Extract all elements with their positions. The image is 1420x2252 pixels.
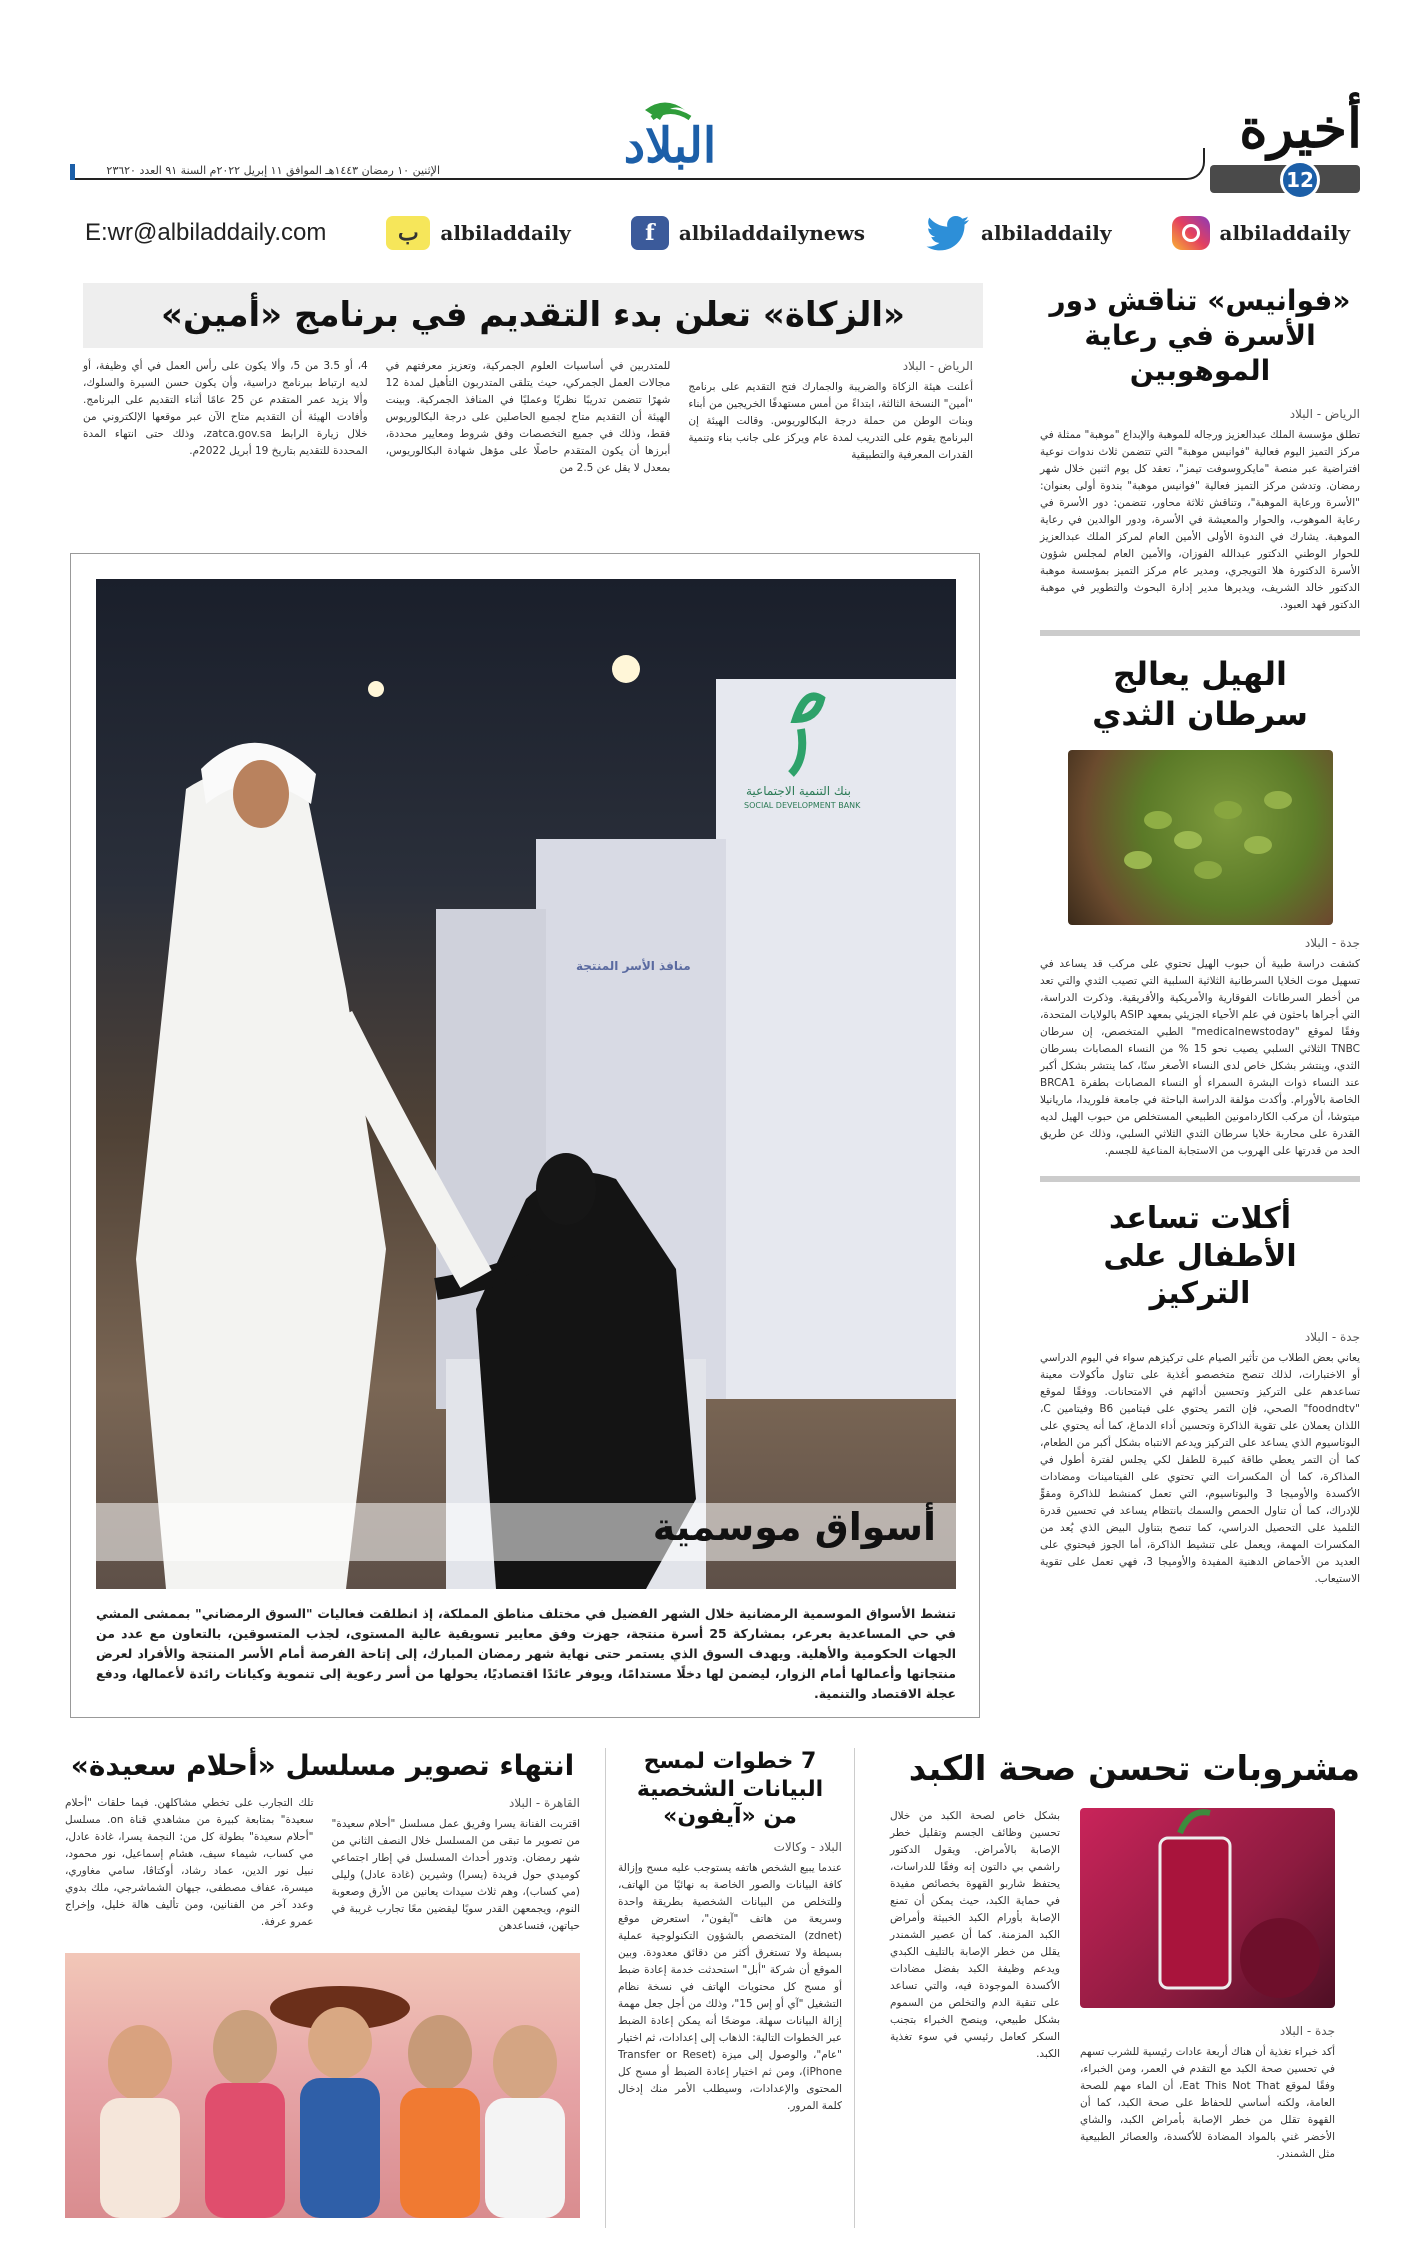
- woman-niqab: [536, 1153, 596, 1225]
- drama-byline: القاهرة - البلاد: [508, 1796, 580, 1810]
- photo-caption-title: أسواق موسمية: [652, 1504, 936, 1549]
- beet-image: [1080, 1808, 1335, 2008]
- man-face: [233, 760, 289, 828]
- cardamom-text: كشفت دراسة طبية أن حبوب الهيل تحتوي على مركب قد يساعد في تسهيل موت الخلايا السرطانية الثلاثية السلبية التي تصيب الثدي والتي تعد من أخطر السرطانات الفوقارية والأمريكية والأفريقية. وذكرت الدراسة، التي أجراها باحثون في علم الأحياء الجزيئي بمعهد ASIP بالولايات المتحدة، وفقًا لموقع "medicalnewstoday" الطبي المتخصص، إن سرطان TNBC الثلاثي السلبي يصيب نحو 15 % من النساء المصابات بسرطان الثدي، وينتشر بشكل خاص لدى النساء الأصغر سنًا، كما ينتشر بشكل أكبر عند النساء ذوات البشرة السمراء أو النساء المصابات بطفرة BRCA1 الخاصة بالأورام. وأكدت مؤلفة الدراسة الباحثة في جامعة فلوريدا، ماريانيلا ميتوشا، أن مركب الكاردامونين الطبيعي المستخلص من حبوب الهيل لديه القدرة على محاربة خلايا سرطان الثدي الثلاثي السلبي، وذلك عن طريق الحد من قدرتها على الهروب من الاستجابة المناعية للجسم.: [1040, 958, 1360, 1157]
- liver-article: [890, 1748, 1360, 2228]
- zakat-article: [65, 283, 985, 533]
- snacks-byline: جدة - البلاد: [1304, 1329, 1360, 1344]
- drama-col-left: تلك التجارب على تخطي مشاكلهن. فيما حلقات "أحلام سعيدة" بمتابعة كبيرة من مشاهدي قناة on. مسلسل "أحلام سعيدة" بطولة كل من: النجمة يسرا، غادة عادل، مي كساب، شيماء سيف، هشام إسماعيل، نور محمود، نبيل نور الدين، عماد رشاد، أوكتاڤا، سامي مغاوري، ميسرة، عفاف مصطفى، جيهان الشماشرجي، ملك بدوي وعدد آخر من الفنانين، ومن تأليف هالة خليل، وإخراج عمرو عرفة.: [65, 1797, 314, 1928]
- beet-juice-icon: [1080, 1808, 1335, 2008]
- iphone-byline: البلاد - وكالات: [773, 1839, 842, 1854]
- liver-body-left: [890, 1808, 1060, 2065]
- market-photo: [96, 579, 956, 1589]
- liver-title: مشروبات تحسن صحة الكبد: [908, 1749, 1360, 1789]
- iphone-article: [605, 1748, 855, 2228]
- liver-text-right: أكد خبراء تغذية أن هناك أربعة عادات رئيسية للشرب تسهم في تحسين صحة الكبد مع التقدم في العمر، ومن الخبراء، وفقًا لموقع Eat This Not That، أن الماء مهم للصحة العامة، ولكنه أساسي للحفاظ على صحة الكبد، كما أن القهوة تقلل من خطر الإصابة بأمراض الكبد، والشاي الأخضر غني بالمواد المضادة للأكسدة، والعصائر الطبيعية مثل الشمندر.: [1080, 2046, 1336, 2160]
- dateline-rule: [70, 178, 1180, 180]
- bank-sign-en: SOCIAL DEVELOPMENT BANK: [744, 801, 861, 810]
- dateline-curve: [1175, 148, 1205, 180]
- snacks-text: يعاني بعض الطلاب من تأثير الصيام على تركيزهم سواء في اليوم الدراسي أو الاختبارات، لذلك تنصح متخصصو أغذية على تناول مأكولات معينة تساعدهم على التركيز وتحسين أدائهم في الامتحانات. ووفقًا لموقع "foodndtv" الصحي، فإن التمر يحتوي على فيتامين B6 وفيتامين C، اللذان يعملان على تقوية الذاكرة وتحسين أداء الدماغ، كما أنه يحتوي على البوتاسيوم الذي يساعد على التركيز ويدعم الانتباه بشكل أكبر من الطعام، كما أن التمر يعطي طاقة كبيرة للطفل لكي يجلس لفترة أطول في المذاكرة، كما أن المكسرات التي تحتوي على الفيتامينات ومضادات الأكسدة والأوميجا 3 والبوتاسيوم، التي تعمل كمنشط للذاكرة ومقوٍّ للإدراك، كما أن تناول الحمص والسمك بانتظام يساعد في تحسين قدرة التلميذ على التحصيل الدراسي، كما تنصح بتناول البيض الذي يُعد من المكسرات المهمة، ويعمل على تنشيط الذاكرة، أما الجوز فيحتوي على العديد من الأحماض الدهنية المفيدة والأوميجا 3، فهي تعمل على تقوية الاستيعاب.: [1040, 1351, 1360, 1585]
- page-number-badge: [1280, 160, 1320, 200]
- fawanees-body: [1040, 406, 1360, 614]
- photo-frame: [70, 553, 980, 1718]
- page-number: 12: [1286, 168, 1314, 192]
- photo-caption-text: تنشط الأسواق الموسمية الرمضانية خلال الشهر الفضيل في مختلف مناطق المملكة، إذ انطلقت فعاليات "السوق الرمضاني" بممشى المشي في حي المساعدية بعرعر، بمشاركة 25 أسرة منتجة، جهزت وفق معايير تسويقية عالية المستوى، لجذب المتسوقين، بالتعاون مع عدد من الجهات الحكومية والأهلية. ويهدف السوق الذي يستمر حتى نهاية شهر رمضان المبارك، إلى إتاحة الفرصة أمام الأسر المنتجة والأفراد لعرض منتجاتها وأعمالها أمام الزوار، ليضمن لها دخلًا مستدامًا، ويوفر عائدًا اقتصاديًا، يحولها من أسر رعوية إلى تنموية وكيانات رائدة لأعمالها، ودفع عجلة الاقتصاد والتنمية.: [96, 1606, 956, 1701]
- cardamom-pods-icon: [1068, 750, 1333, 925]
- fawanees-title: «فوانيس» تناقش دور الأسرة في رعاية الموهوبين: [1049, 284, 1351, 387]
- fawanees-text: تطلق مؤسسة الملك عبدالعزيز ورجاله للموهبة والإبداع "موهبة" ممثلة في مركز التميز اليوم فعالية "فوانيس موهبة" التي تتضمن ثلاث ندوات نوعية افتراضية عبر منصة "مايكروسوفت تيمز"، تعقد كل يوم اثنين خلال شهر رمضان. وتدشن مركز التميز فعالية "فوانيس موهبة" بندوة أولى بعنوان: "الأسرة ورعاية الموهبة"، وتناقش ثلاثة محاور، تتضمن: دور الأسرة في رعاية الموهوب، والحوار والمعيشة في الأسرة، ودور الوالدين في رعاية الموهبة. يشارك في الندوة الأولى الأمين العام لمركز الملك عبدالعزيز للحوار الوطني الدكتور عبدالله الفوزان، والأمين العام لمجلس شؤون الأسرة الدكتورة هلا التويجري، ومدير عام مركز التميز بمؤسسة موهبة الدكتور خالد الشريف، ويديرها مدير إدارة البحوث والتطوير في موهبة الدكتور فهد العبود.: [1040, 429, 1360, 611]
- cardamom-byline: جدة - البلاد: [1304, 936, 1360, 950]
- drama-article: [65, 1748, 580, 2228]
- twitter-icon: [925, 215, 971, 251]
- zakat-col3: 4، أو 3.5 من 5، وألا يكون على رأس العمل في أي وظيفة، أو لديه ارتباط ببرنامج دراسية، وأن يكون حسن السيرة والسلوك، وألا يزيد عمر المتقدم عن 25 عامًا أثناء التقديم على البرنامج. وأفادت الهيئة أن التقديم متاح الآن عبر موقعها الإلكتروني من خلال زيارة الرابط zatca.gov.sa، وذلك حتى انتهاء المدة المحددة للتقديم بتاريخ 19 أبريل 2022م.: [82, 360, 368, 457]
- snacks-body: [1040, 1329, 1360, 1588]
- cardamom-title: الهيل يعالج سرطان الثدي: [1092, 655, 1308, 733]
- masthead: [0, 0, 1420, 260]
- bank-sign: بنك التنمية الاجتماعية: [746, 784, 851, 798]
- dateline: الإثنين ١٠ رمضان ١٤٤٣هـ الموافق ١١ إبريل ٢٠٢٢م السنة ٩١ العدد ٢٣٦٢٠: [106, 164, 440, 177]
- dateline-accent: [70, 164, 75, 180]
- logo: [590, 90, 750, 190]
- iphone-body: [618, 1839, 842, 2115]
- liver-byline: جدة - البلاد: [1279, 2024, 1335, 2038]
- social-twitter[interactable]: albiladdaily: [925, 215, 1111, 251]
- divider: [1040, 1176, 1360, 1182]
- snapchat-icon: ب: [386, 216, 430, 250]
- social-snapchat[interactable]: ب albiladdaily: [386, 216, 570, 250]
- drama-title: انتهاء تصوير مسلسل «أحلام سعيدة»: [70, 1749, 575, 1782]
- booth-sign: منافذ الأسر المنتجة: [576, 959, 691, 973]
- drama-poster: [65, 1953, 580, 2218]
- zakat-title: «الزكاة» تعلن بدء التقديم في برنامج «أمين»: [161, 295, 905, 336]
- man-thobe: [136, 769, 386, 1589]
- market-scene: [96, 579, 956, 1589]
- drama-col-right: اقتربت الفنانة يسرا وفريق عمل مسلسل "أحلام سعيدة" من تصوير ما تبقى من المسلسل خلال النصف الثاني من شهر رمضان. وتدور أحداث المسلسل في إطار اجتماعي كوميدي حول فريدة (يسرا) وشيرين (غادة عادل) وليلى (مي كساب)، وهم ثلاث سيدات يعانين من الأرق وصعوبة النوم، ويجمعهن القدر سويًا ليقضين معًا تجارب غريبة في حياتهن، فتساعدهن: [331, 1818, 580, 1932]
- zakat-col1: أعلنت هيئة الزكاة والضريبة والجمارك فتح التقديم على برنامج "أمين" النسخة الثالثة، ابتداءً من أمس مستهدفًا الخريجين من أبناء وبنات الوطن من حملة درجة البكالوريوس. وقالت الهيئة إن البرنامج يقوم على التدريب لمدة عام ويركز على جانب بناء وتنمية القدرات المعرفية والتطبيقية: [688, 381, 973, 461]
- fawanees-byline: الرياض - البلاد: [1289, 407, 1360, 421]
- instagram-icon: [1172, 216, 1210, 250]
- facebook-icon: f: [631, 216, 669, 250]
- lamp-icon: [368, 681, 384, 697]
- divider: [1040, 630, 1360, 636]
- drama-body: [65, 1795, 580, 1937]
- email-address[interactable]: E:wr@albiladdaily.com: [85, 219, 327, 246]
- logo-text: البلاد: [623, 118, 717, 174]
- liver-body-right: [1080, 2023, 1335, 2165]
- social-facebook[interactable]: f albiladdailynews: [631, 216, 865, 250]
- zakat-body: [83, 358, 973, 479]
- section-title: أخيرة: [1239, 96, 1362, 160]
- cardamom-body: [1040, 935, 1360, 1160]
- lamp-icon: [612, 655, 640, 683]
- zakat-title-box: [83, 283, 983, 348]
- iphone-text: عندما يبيع الشخص هاتفه يستوجب عليه مسح وإزالة كافة البيانات والصور الخاصة به نهائيًا من الهاتف، وللتخلص من البيانات الشخصية بطريقة واحدة وسريعة من هاتف "آيفون"، استعرض موقع (zdnet) المتخصص بالشؤون التكنولوجية عملية بسيطة ولا تستغرق أكثر من دقائق معدودة. وبين الموقع أن شركة "أبل" استحدثت خدمة إعادة ضبط أو مسح كل محتويات الهاتف في نسخة نظام التشغيل "آي أو إس 15"، وذلك من أجل جعل مهمة إزالة البيانات سهلة. موضحًا أنه يمكن إعادة الضبط عبر الخطوات التالية: الذهاب إلى إعدادات، ثم اختيار "عام"، والوصول إلى ميزة (Transfer or Reset iPhone)، ومن ثم اختيار إعادة الضبط أو مسح كل المحتوى والإعدادات، وسيطلب الأمر منك إدخال كلمة المرور.: [618, 1861, 843, 2112]
- snacks-title: أكلات تساعد الأطفال على التركيز: [1103, 1201, 1297, 1311]
- social-bar: [85, 213, 1350, 253]
- cardamom-image: [1068, 750, 1333, 925]
- zakat-col2: للمتدربين في أساسيات العلوم الجمركية، وتعزيز معرفتهم في مجالات العمل الجمركي، حيث يتلقى المتدربون التأهيل لمدة 12 شهرًا تتضمن تدريبًا نظريًا وعمليًا في المنافذ الجمركية. وبينت الهيئة أن التقديم متاح لجميع الحاصلين على درجة البكالوريوس فقط، وذلك في جميع التخصصات وفق شروط ومعايير محددة، أبرزها أن يكون المتقدم حاصلًا على مؤهل شهادة البكالوريوس، بمعدل لا يقل عن 2.5 من: [385, 360, 671, 474]
- iphone-title: 7 خطوات لمسح البيانات الشخصية من «آيفون»: [636, 1749, 824, 1829]
- zakat-byline: الرياض - البلاد: [902, 359, 973, 373]
- drama-cast-icon: [65, 1953, 580, 2218]
- right-column: [1040, 283, 1360, 1763]
- social-instagram[interactable]: albiladdaily: [1172, 216, 1350, 250]
- liver-text-left: بشكل خاص لصحة الكبد من خلال تحسين وظائف الجسم وتقليل خطر الإصابة بالأمراض. ويقول الدكتور راشمي بي دالتون إنه وفقًا للدراسات، يحتفظ شاربو القهوة بخصائص مفيدة في حماية الكبد، حيث يمكن أن تمنع الإصابة بأورام الكبد الخبيثة وأمراض الكبد المزمنة. كما أن عصير الشمندر يقلل من خطر الإصابة بالتليف الكبدي ويدعم وظيفة الكبد بفضل مضادات الأكسدة الموجودة فيه، والتي تساعد على تنقية الدم والتخلص من السموم بشكل طبيعي، وينصح الخبراء بتجنب السكر كعامل رئيسي في سوء تغذية الكبد.: [890, 1810, 1060, 2060]
